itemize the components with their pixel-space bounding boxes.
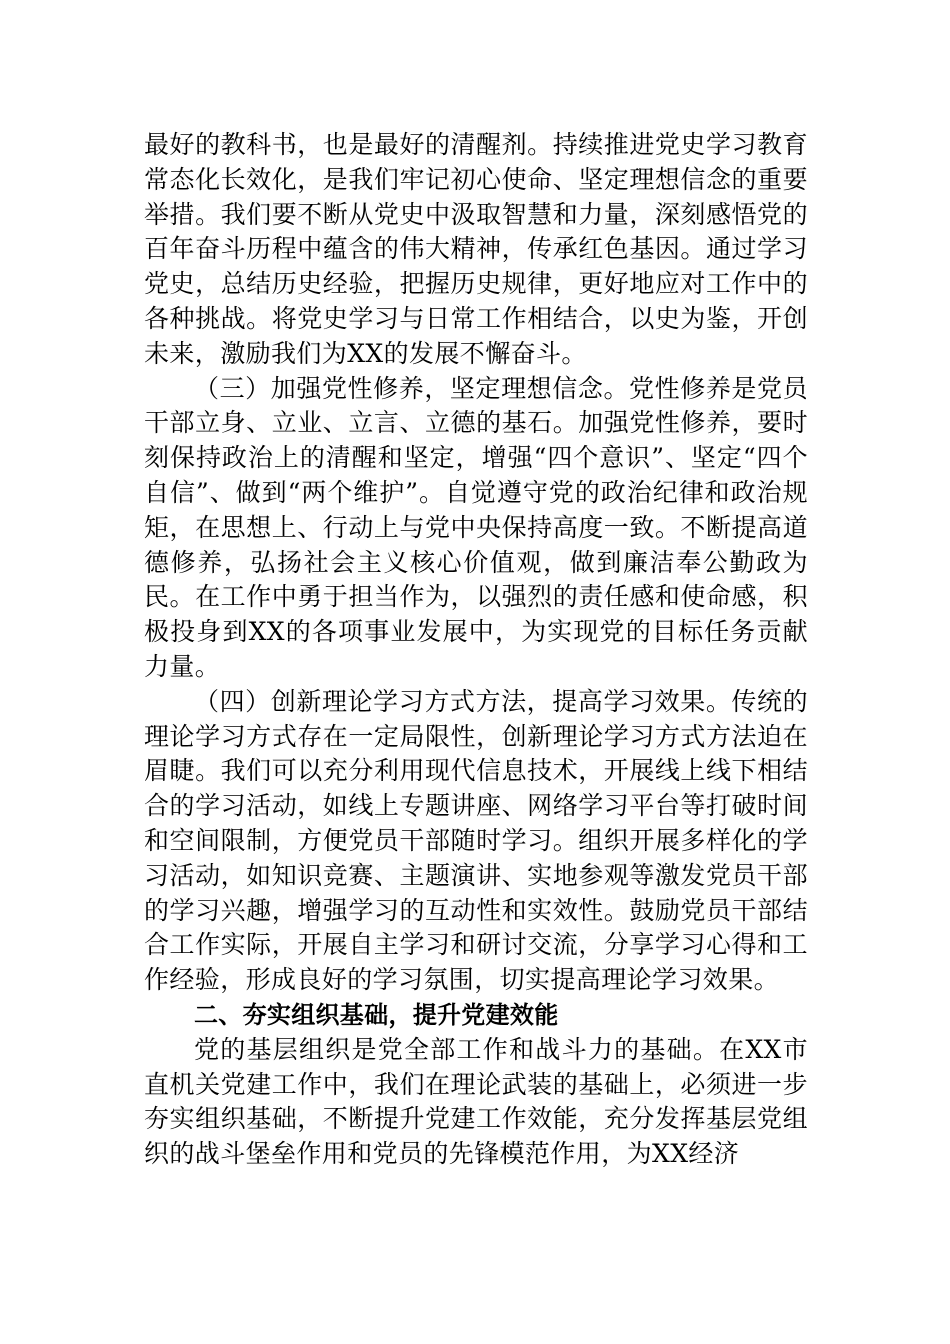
paragraph-continuation: 最好的教科书，也是最好的清醒剂。持续推进党史学习教育常态化长效化，是我们牢记初心使命、坚定理想信念的重要举措。我们要不断从党史中汲取智慧和力量，深刻感悟党的百年奋斗历程中蕴含的伟大精神，传承红色基因。通过学习党史，总结历史经验，把握历史规律，更好地应对工作中的各种挑战。将党史学习与日常工作相结合，以史为鉴，开创未来，激励我们为XX的发展不懈奋斗。: [144, 130, 808, 368]
section-heading-two: 二、夯实组织基础，提升党建效能: [194, 1000, 559, 1029]
paragraph-section-four: （四）创新理论学习方式方法，提高学习效果。传统的理论学习方式存在一定局限性，创新理论学习方式方法迫在眉睫。我们可以充分利用现代信息技术，开展线上线下相结合的学习活动，如线上专题讲座、网络学习平台等打破时间和空间限制，方便党员干部随时学习。组织开展多样化的学习活动，如知识竞赛、主题演讲、实地参观等激发党员干部的学习兴趣，增强学习的互动性和实效性。鼓励党员干部结合工作实际，开展自主学习和研讨交流，分享学习心得和工作经验，形成良好的学习氛围，切实提高理论学习效果。: [144, 686, 808, 995]
paragraph-organization-basis: 党的基层组织是党全部工作和战斗力的基础。在XX市直机关党建工作中，我们在理论武装的基础上，必须进一步夯实组织基础，不断提升党建工作效能，充分发挥基层党组织的战斗堡垒作用和党员的先锋模范作用，为XX经济: [144, 1034, 808, 1169]
document-body: [144, 128, 808, 1172]
paragraph-section-three: （三）加强党性修养，坚定理想信念。党性修养是党员干部立身、立业、立言、立德的基石。加强党性修养，要时刻保持政治上的清醒和坚定，增强“四个意识”、坚定“四个自信”、做到“两个维护”。自觉遵守党的政治纪律和政治规矩，在思想上、行动上与党中央保持高度一致。不断提高道德修养，弘扬社会主义核心价值观，做到廉洁奉公勤政为民。在工作中勇于担当作为，以强烈的责任感和使命感，积极投身到XX的各项事业发展中，为实现党的目标任务贡献力量。: [144, 373, 808, 681]
